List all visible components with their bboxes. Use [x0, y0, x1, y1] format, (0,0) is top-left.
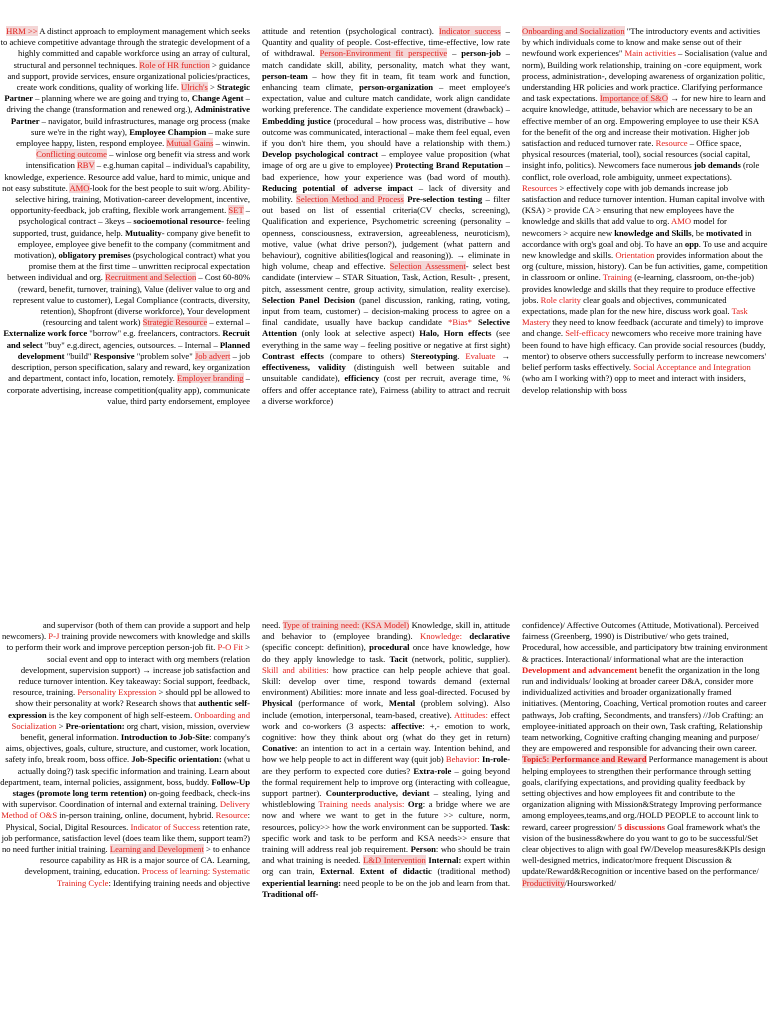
- body-text: – winwin.: [213, 138, 250, 149]
- body-text: - select best candidate (interview – STAR Situation, Task, Action, Result- , present, pitch, assessment centre, group activity, simulation, reality exercise).: [262, 261, 510, 294]
- red-heading: P-J: [48, 631, 60, 642]
- body-text: : an intention to act in a certain way. Intention behind, and how we help people to act in different way (quit job): [262, 743, 510, 765]
- bold-term: motivated: [706, 227, 743, 238]
- body-text: "buy" e.g.direct, agencies, outsources. – Internal –: [42, 339, 220, 350]
- bold-term: Halo, Horn effects: [419, 328, 492, 339]
- body-text: .: [352, 866, 360, 877]
- body-text: - are they perform to expected core duties?: [262, 754, 510, 776]
- body-text: – stealing, lying and whistleblowing: [262, 788, 510, 810]
- bold-term: Develop psychological contract: [262, 149, 379, 160]
- bold-term: Mental: [388, 698, 416, 709]
- body-text: – Office space, physical resources (material, tool), social resources (social capital, insight info, politics). Newcomers face numerous: [522, 138, 751, 171]
- body-text: effect work and co-workers (3 aspects:: [262, 709, 510, 731]
- body-text: – Cost 60-80% (reward, benefit, turnover, training), Value (deliver value to org and represent value to customer), Legal Compliance (contracts, diversity, retention), Shopfront (diverse workforce), Your development (resourcing and talent work): [12, 272, 250, 328]
- bold-term: Physical: [262, 698, 293, 709]
- bold-term: Strategic Partner: [4, 82, 250, 104]
- body-text: (who am I working with?) opp to meet and interact with insiders, develop relationship with boss: [522, 373, 746, 395]
- red-heading: Role clarity: [540, 294, 581, 305]
- notes-paragraph: [522, 620, 768, 889]
- body-text: (specific concept: definition),: [262, 642, 370, 653]
- red-heading: Orientation: [615, 250, 655, 261]
- red-heading: AMO: [671, 216, 692, 227]
- highlighted-heading: Selection Assessment: [389, 261, 466, 272]
- red-heading: Social Acceptance and Integration: [633, 362, 751, 373]
- body-text: – meet employee's expectation, value and culture match candidate, work align candidate working preference. The candidate experience movement (drawback) –: [262, 82, 510, 115]
- body-text: (cost per recruit, average time, % offers and offer acceptance rate), Fairness (ability to attract and recruit a diverse workforce): [262, 373, 510, 406]
- highlighted-heading: Role of HR function: [139, 59, 210, 70]
- body-text: how practice can help people achieve that goal. Skill: develop over time, respond towards demand (external environment) Abilities: more innate and less goal-directed. Focused by: [262, 664, 510, 698]
- highlighted-heading: Onboarding and Socialization: [522, 26, 625, 36]
- highlighted-heading: Person-Environment fit perspective: [319, 48, 448, 59]
- red-heading: 5 discussions: [617, 821, 665, 832]
- body-text: need people to be on the job and learn from that.: [341, 877, 510, 888]
- body-text: (only look at selective aspect): [296, 328, 420, 339]
- notes-paragraph: [0, 26, 250, 407]
- bold-term: Selective Attention: [262, 317, 510, 339]
- bold-term: Org: [407, 799, 423, 810]
- bold-term: efficiency: [344, 373, 380, 384]
- body-text: (psychological contract) what you promise them at the first time – unwritten reciprocal expectation between individual and org.: [7, 250, 250, 283]
- highlighted-heading: Strategic Resource: [142, 317, 208, 328]
- body-text: confidence)/ Affective Outcomes (Attitude, Motivational). Perceived fairness (Greenberg, 1990) is Distributive/ who gets trained, Procedural, how accessible, and participatory btw training environment & practices. Interactional/ informational what are the interaction: [522, 620, 768, 664]
- body-text: (role conflict, role overload, role ambiguity, unmeet expectations).: [522, 160, 760, 182]
- body-text: (performance of work,: [292, 698, 389, 709]
- bold-term: In-role: [481, 754, 508, 765]
- bold-term: Introduction to Job-Site: [120, 732, 210, 743]
- body-text: Performance management is about helping employees to strengthen their performance through setting goals, clarifying expectations, and providing quality feedback by setting objectives and how employees fit and contribute to the organization aligning with Mission&Strategy Improving performance among employees,teams,and org./HOLD PEOPLE to account link to reward, career progression/: [522, 754, 768, 832]
- body-text: (e-learning, classroom, on-the-job) provides knowledge and skills that they require to produce effective jobs.: [522, 272, 756, 305]
- body-text: > effectively cope with job demands increase job satisfaction and reduce turnover intention. Human capital involve with (KSA) > provide CA > ensuring that new employees have the knowledge and skills that add value to org.: [522, 182, 765, 227]
- bold-term: Person: [410, 844, 436, 855]
- bold-term: declarative: [469, 631, 510, 642]
- body-text: – lack of diversity and mobility.: [262, 182, 510, 205]
- body-text: : a bridge where we are now and where we want to get in the future >> culture, norm, resources, policy>> how the work environment can be supported.: [262, 799, 510, 832]
- bold-term: person-team: [262, 70, 308, 81]
- bold-term: Pre-selection testing: [407, 194, 483, 205]
- bold-term: Task: [490, 821, 508, 832]
- body-text: – driving the change (transformation and renewed org.),: [6, 93, 250, 115]
- body-text: need.: [262, 620, 283, 630]
- body-text: (see everything in the same way – feeling positive or negative at first sight): [262, 328, 510, 350]
- body-text: benefit the organization in the long run and individuals/ looking at broader career D&A, consider more individualized activities and broader organizationally framed initiatives. (Mentoring, Coaching, Vertical promotion routes and career pathways, Job crafting, Secondments, and transfers) //Job Crafting: an employee-initiated approach on their own, Task crafting, Relationship team networking, Cognitive crafting changing meaning and purpose/ they are empowered and responsible for advancing their own career.: [522, 664, 767, 754]
- highlighted-heading: AMO: [69, 182, 90, 193]
- body-text: → for new hire to learn and acquire knowledge, attitude, behavior which are necessary to be an effective member of an org. Empowering employee to use their KSA for the benefit of the org and increase their motivation. Higher job satisfaction and reduced turnover rate.: [522, 93, 766, 149]
- red-heading: Evaluate: [465, 350, 496, 361]
- body-text: > guidance and support, provide services, ensure organizational policies/practices, create work conditions, quality of working life.: [7, 59, 250, 93]
- body-text: >: [207, 82, 218, 93]
- body-text: once have knowledge, how do they apply knowledge to task.: [262, 642, 510, 664]
- notes-paragraph: [522, 26, 768, 396]
- body-text: clear goals and objectives, communicated expectations, made plan for the new hire, discuss work goal.: [522, 294, 732, 317]
- red-heading: *Bias*: [448, 317, 472, 328]
- highlighted-heading: Type of training need: (KSA Model): [282, 620, 410, 630]
- body-text: attitude and retention (psychological contract).: [262, 26, 439, 36]
- highlighted-heading: Mutual Gains: [166, 138, 214, 149]
- body-text: (panel discussion, ranking, rating, voting, input from team, customer) – decision-making process to agree on a final candidate, usually have backup candidate: [262, 294, 510, 328]
- bold-term: person-job: [461, 48, 501, 59]
- notes-panel-onboarding: [522, 26, 768, 574]
- body-text: "build": [64, 350, 94, 361]
- body-text: -look for the best people to suit w/org. Ability-selective hiring, training, Motivation-career development, incentive, opportunity-feedback, job crafting, flexible work arrangement.: [10, 182, 250, 216]
- red-heading: Process of learning: Systematic Training Cycle: [56, 866, 250, 888]
- body-text: (compare to others): [323, 350, 411, 361]
- notes-panel-onboarding-continued: [0, 620, 250, 1024]
- bold-term: affective: [391, 720, 423, 731]
- red-heading: Training needs analysis:: [318, 799, 405, 810]
- bold-term: Tacit: [389, 653, 408, 664]
- highlighted-heading: SET: [228, 205, 244, 216]
- highlighted-heading: Topic5: Performance and Reward: [522, 754, 647, 765]
- red-heading: P-O Fit: [217, 642, 243, 653]
- notes-panel-performance-reward: [522, 620, 768, 1024]
- body-text: (distinguish well between suitable and unsuitable candidate),: [262, 362, 510, 384]
- body-text: – bad experience, how your experience was (bad word of mouth).: [262, 160, 510, 182]
- bold-term: Extent of didactic: [359, 866, 432, 877]
- highlighted-heading: Recruitment and Selection: [105, 272, 197, 283]
- body-text: – external –: [207, 317, 250, 328]
- bold-term: procedural: [369, 642, 410, 653]
- body-text: : specific work and task to be perform and KSA needs>> ensure that training will address real job requirement.: [262, 821, 510, 855]
- bold-term: Reducing potential of adverse impact: [262, 182, 413, 193]
- highlighted-heading: Indicator success: [438, 26, 501, 36]
- bold-term: Traditional off-: [262, 888, 319, 899]
- body-text: . To use and acquire new knowledge and skills.: [522, 238, 768, 261]
- highlighted-heading: RBV: [77, 160, 95, 171]
- body-text: (network, politic, supplier).: [407, 653, 510, 664]
- body-text: : company's aims, objectives, goals, culture, structure, and customer, work location, safety info, break room, boss office.: [5, 732, 250, 765]
- bold-term: Change Agent: [191, 93, 244, 104]
- red-heading: Knowledge:: [420, 631, 463, 642]
- highlighted-heading: Importance of S&O: [599, 93, 669, 104]
- body-text: →: [495, 350, 510, 361]
- body-text: (traditional method): [431, 866, 510, 877]
- body-text: – match candidate skill, ability, personality, match what they want,: [262, 48, 510, 70]
- red-heading: Delivery Method of O&S: [1, 799, 250, 821]
- bold-term: effectiveness, validity: [262, 362, 346, 373]
- notes-panel-selection: [262, 26, 510, 574]
- body-text: Knowledge, skill in, attitude and behavior to (employee branding).: [262, 620, 510, 642]
- body-text: – Socialisation (value and norm), Building work relationship, training on -core equipment, work process, administration-, developing awareness of organization politic, understanding HR policies and work practice. Clarifying performance and task expectations.: [522, 48, 768, 104]
- bold-term: Mutuality: [124, 227, 162, 238]
- red-heading: Development and advancement: [522, 664, 638, 675]
- bold-term: Pre-orientation:: [65, 720, 125, 731]
- bold-term: Administrative Partner: [10, 104, 250, 126]
- body-text: on-going feedback, check-ins with supervisor. Coordination of internal and external training.: [2, 788, 250, 810]
- bold-term: Internal:: [428, 855, 462, 866]
- body-text: – navigator, build infrastructures, manage org process (make sure we're in the right way),: [31, 115, 250, 137]
- highlighted-heading: Ulrich's: [181, 82, 208, 93]
- bold-term: authentic self-expression: [8, 698, 250, 720]
- body-text: model for newcomers > acquire new: [522, 216, 727, 238]
- bold-term: Extra-role: [413, 765, 452, 776]
- highlighted-heading: Selection Method and Process: [296, 194, 404, 205]
- body-text: : +,- emotion to work, cognitive: how they think about org (what do they get in return): [262, 720, 510, 743]
- body-text: in-person training, online, document, hybrid.: [57, 810, 216, 821]
- body-text: is the key component of high self-esteem.: [46, 709, 195, 720]
- bold-term: External: [320, 866, 353, 877]
- body-text: –: [447, 48, 462, 59]
- bold-term: Protecting Brand Reputation: [395, 160, 504, 171]
- body-text: (problem solving). Also include (emotion, interpersonal, team-based, creative).: [262, 698, 510, 720]
- bold-term: socioemotional resource: [133, 216, 222, 227]
- highlighted-heading: Learning and Development: [109, 844, 204, 855]
- body-text: in accordance with org's goal and obj. To have an: [522, 227, 752, 249]
- body-text: "problem solve": [134, 350, 195, 361]
- body-text: and supervisor (both of them can provide a support and help newcomers).: [2, 620, 250, 642]
- body-text: – psychological contract – 3keys –: [18, 205, 250, 227]
- bold-term: Counterproductive, deviant: [325, 788, 430, 799]
- body-text: – how they fit in team, fit team work and function, enhancing team climate,: [262, 70, 510, 93]
- notes-paragraph: [262, 26, 510, 407]
- red-heading: Behavior:: [445, 754, 480, 765]
- bold-term: job demands: [693, 160, 741, 171]
- notes-panel-training-needs: [262, 620, 510, 1024]
- red-heading: Task Mastery: [522, 306, 748, 328]
- body-text: - company give benefit to employee, employee give benefit to the company (commitment and motivation),: [14, 227, 250, 261]
- body-text: they need to know feedback (accurate and timely) to improve and change.: [522, 317, 764, 339]
- body-text: training provide newcomers with knowledge and skills to perform their work and improve perception person-job fit.: [6, 631, 250, 653]
- red-heading: Resource: [655, 138, 688, 149]
- body-text: – Quantity and quality of people. Cost-effective, time-effective, low rate of withdrawal.: [262, 26, 510, 59]
- highlighted-heading: Conflicting outcome: [36, 149, 107, 160]
- body-text: > social event and opp to interact with org members (relation development, supervision support) → increase job satisfaction and reduce turnover intention. Key takeaway: Social support, feedback, resource, training.: [12, 642, 250, 698]
- body-text: provides information about the org (culture, mission, history). Can be fun activities, game, competition in classroom or online.: [522, 250, 768, 283]
- body-text: – corporate advertising, increase competition(quality app), communicate value, third party endorsement, employee: [6, 373, 250, 406]
- bold-term: knowledge and Skills: [614, 227, 692, 238]
- body-text: – employee value proposition (what image of org are u give to employee): [262, 149, 510, 171]
- bold-term: person-organization: [359, 82, 434, 93]
- body-text: retention rate, job performance, satisfaction level (does team like them, support team?) no need further initial training.: [1, 821, 250, 855]
- red-heading: Resources: [522, 182, 558, 193]
- bold-term: Employee Champion: [129, 126, 207, 137]
- red-heading: Main activities: [624, 48, 676, 59]
- bold-term: Follow-Up stages (promote long term retention): [12, 776, 250, 799]
- bold-term: Stereotyping: [410, 350, 458, 361]
- body-text: – e.g.human capital – individual's capability, knowledge, experience. Resource add value, hard to mimic, unique and not easy substitute.: [2, 160, 250, 193]
- body-text: (procedural – how process was, distributive – how outcome was communicated, interactional – make them feel equal, even if you don't hire them, you should have a relationship with them.): [262, 115, 510, 149]
- bold-term: Responsive: [93, 350, 135, 361]
- bold-term: Planned development: [17, 339, 250, 361]
- red-heading: Attitudes:: [453, 709, 488, 720]
- bold-term: Job-Specific orientation:: [131, 754, 222, 765]
- notes-paragraph: [262, 620, 510, 900]
- body-text: – make sure employee happy, listen, respond employee.: [16, 126, 250, 149]
- body-text: >: [56, 720, 66, 731]
- red-heading: Self-efficacy: [565, 328, 610, 339]
- body-text: expert within org can train,: [262, 855, 510, 877]
- red-heading: Personality Expression: [77, 687, 157, 698]
- body-text: /Hoursworked/: [564, 877, 617, 888]
- body-text: .: [457, 350, 466, 361]
- bold-term: Externalize work force: [3, 328, 88, 339]
- body-text: "borrow" e.g. freelancers, contractors.: [87, 328, 223, 339]
- body-text: – filter out based on list of essential criteria(CV checks, screening), Qualification and experience, Psychometric screening (personality – openness, consciousness, extraversion, agreeableness, neuroticism), motive, value (what drive person?), judgement (what pattern and behaviour), cognitive abilities(logical and reasoning)). → eliminate in high volume, cheap and effective.: [262, 194, 510, 272]
- highlighted-heading: Job advert: [194, 350, 231, 361]
- red-heading: Indicator of Success: [130, 821, 201, 832]
- body-text: Goal framework what's the vision of the business&where do you want to go to be successful/Set clear objectives to align with goal fW/Develop measures&KPIs design well-designed metrics, indicator/more frequent Discussion & update/Reward&Recognition or incentive based on the performance/: [522, 821, 766, 877]
- bold-term: Embedding justice: [262, 115, 331, 126]
- highlighted-heading: L&D Intervention: [363, 855, 426, 866]
- red-heading: Skill and abilities:: [262, 664, 329, 675]
- body-text: org chart, vision, mission, overview benefit, general information.: [20, 720, 250, 743]
- highlighted-heading: HRM >>: [6, 26, 38, 36]
- body-text: A distinct approach to employment management which seeks to achieve competitive advantage through the strategic development of a highly committed and capable workforce using an array of cultural, structural and personnel techniques.: [0, 26, 250, 70]
- bold-term: Contrast effects: [262, 350, 324, 361]
- notes-panel-hrm-overview: [0, 26, 250, 574]
- red-heading: Onboarding and Socialization: [11, 709, 250, 731]
- body-text: newcomers who receive more training have been found to have high efficacy. Can provide social resources (buddy, mentor) to observe others successfully perform to increase newcomers' belief perform tasks effectively.: [522, 328, 766, 373]
- body-text: : Identifying training needs and objective: [108, 877, 250, 888]
- body-text: – winlose org benefit via stress and work intensification: [25, 149, 250, 171]
- body-text: : Physical, Social, Digital Resources.: [5, 810, 250, 832]
- red-heading: Resource: [215, 810, 248, 821]
- bold-term: Conative: [262, 743, 295, 754]
- bold-term: Selection Panel Decision: [262, 294, 355, 305]
- highlighted-heading: Productivity: [522, 877, 565, 888]
- body-text: , be: [691, 227, 707, 238]
- highlighted-heading: Employer branding: [176, 373, 244, 384]
- body-text: (what u actually doing?) task specific information and training. Learn about department, team, internal policies, assignment, boss, buddy.: [0, 754, 250, 787]
- body-text: > should ppl be allowed to show their personality at work? Research shows that: [15, 687, 250, 709]
- body-text: "The introductory events and activities by which individuals come to know and make sense out of their newfound work experiences": [522, 26, 761, 59]
- body-text: - feeling supported, trust, guidance, help.: [12, 216, 250, 238]
- body-text: – going beyond the formal requirement help to improve org (interacting with colleague, support partner).: [262, 765, 510, 799]
- body-text: – planning where we are going and trying to,: [33, 93, 192, 104]
- bold-term: experiential learning:: [262, 877, 342, 888]
- bold-term: opp: [684, 238, 699, 249]
- notes-paragraph: [0, 620, 250, 889]
- bold-term: Recruit and select: [6, 328, 250, 350]
- bold-term: obligatory premises: [58, 250, 131, 261]
- body-text: > to enhance resource capability as HR is a major source of CA. Learning, development, training, education.: [24, 844, 250, 877]
- body-text: : who should be train and what training is needed.: [262, 844, 510, 866]
- red-heading: Training: [602, 272, 633, 283]
- body-text: – job description, person specification, salary and reward, key organization and department, contact info, location, remotely.: [8, 350, 250, 384]
